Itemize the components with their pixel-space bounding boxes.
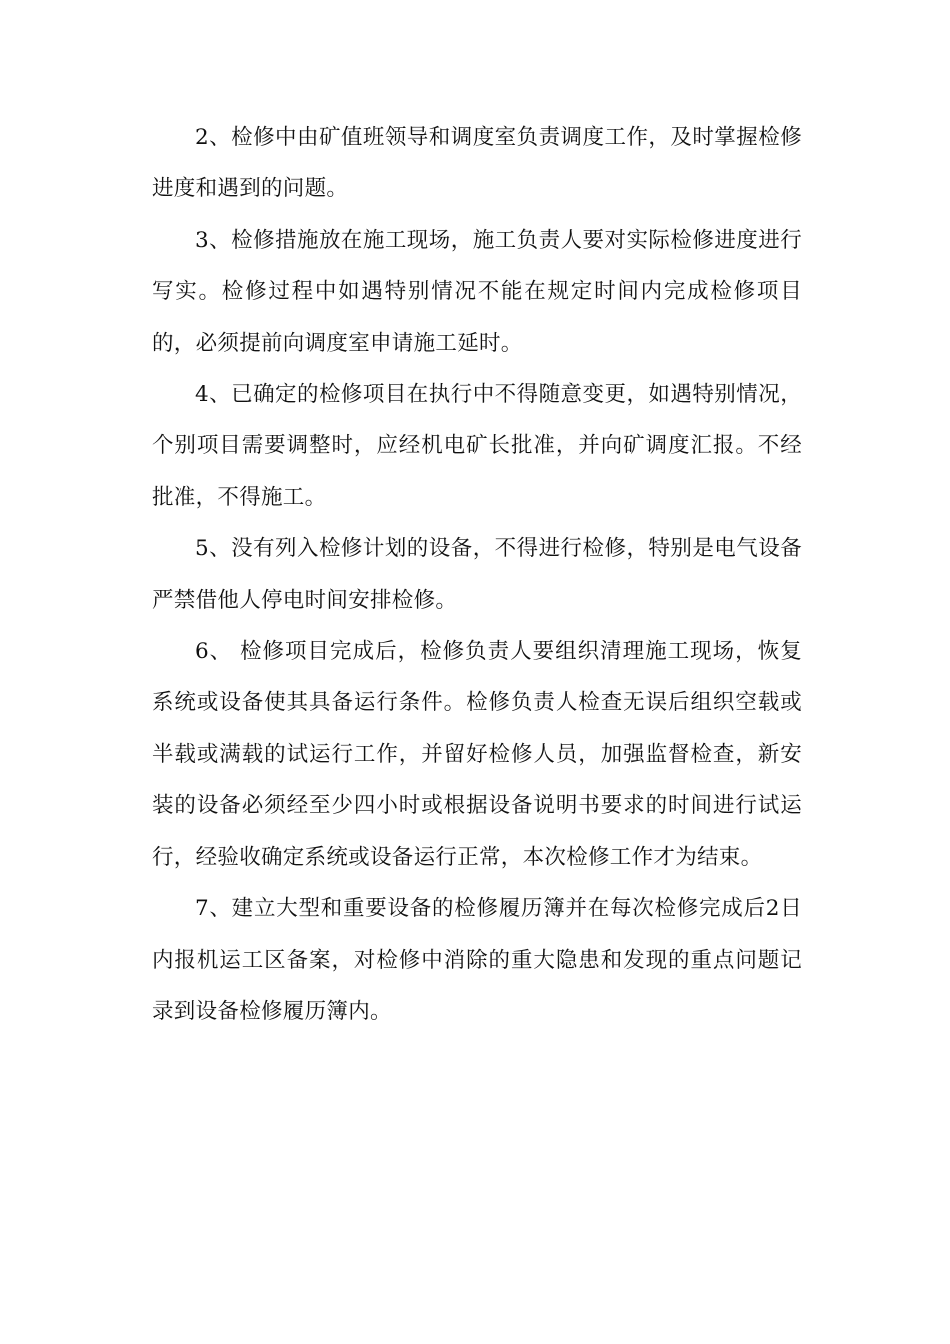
document-body: [152, 112, 802, 1037]
paragraph-item-4: 4、已确定的检修项目在执行中不得随意变更，如遇特别情况，个别项目需要调整时，应经机电矿长批准，并向矿调度汇报。不经批准，不得施工。: [152, 382, 802, 510]
paragraph-item-5: 5、没有列入检修计划的设备，不得进行检修，特别是电气设备严禁借他人停电时间安排检修。: [152, 536, 802, 613]
paragraph-item-6: 6、 检修项目完成后，检修负责人要组织清理施工现场，恢复系统或设备使其具备运行条件。检修负责人检查无误后组织空载或半载或满载的试运行工作，并留好检修人员，加强监督检查，新安装的设备必须经至少四小时或根据设备说明书要求的时间进行试运行，经验收确定系统或设备运行正常，本次检修工作才为结束。: [152, 639, 802, 870]
paragraph-item-3: 3、检修措施放在施工现场，施工负责人要对实际检修进度进行写实。检修过程中如遇特别情况不能在规定时间内完成检修项目的，必须提前向调度室申请施工延时。: [152, 227, 802, 356]
paragraph-item-2: 2、检修中由矿值班领导和调度室负责调度工作，及时掌握检修进度和遇到的问题。: [152, 125, 802, 202]
paragraph-item-7: 7、建立大型和重要设备的检修履历簿并在每次检修完成后2日内报机运工区备案，对检修中消除的重大隐患和发现的重点问题记录到设备检修履历簿内。: [152, 896, 802, 1024]
